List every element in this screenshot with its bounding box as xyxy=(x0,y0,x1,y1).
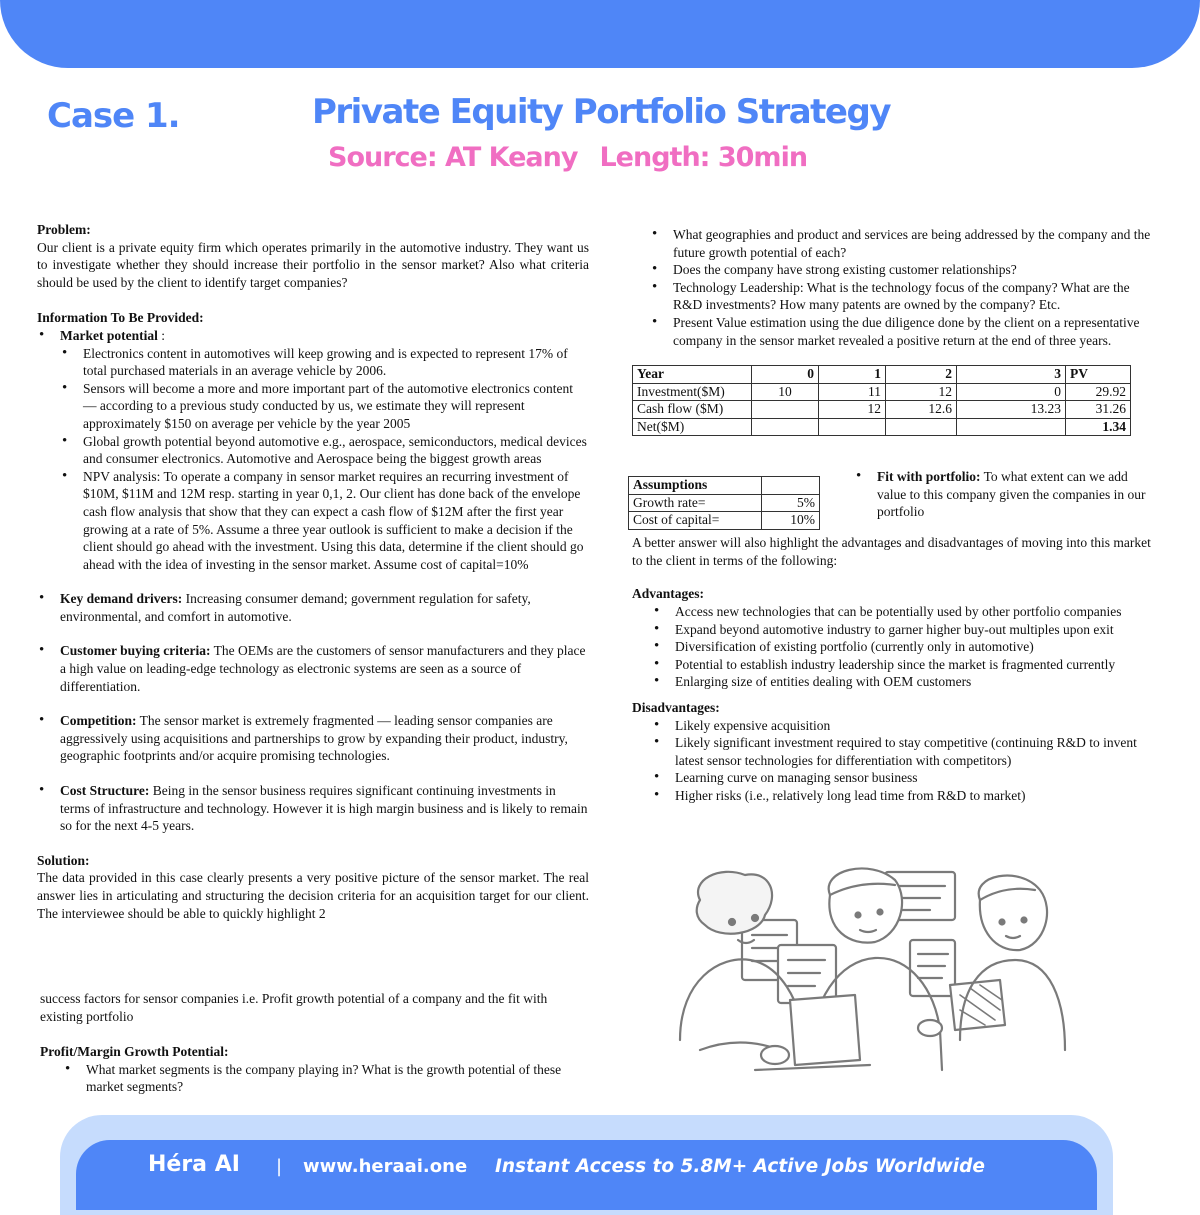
profit-list xyxy=(63,1061,592,1096)
list-item: • Diversification of existing portfolio (currently only in automotive) xyxy=(652,638,1154,656)
market-potential-suffix: : xyxy=(157,327,165,343)
cash-flow-table xyxy=(632,365,1131,436)
left-column xyxy=(37,221,589,922)
list-item: • Sensors will become a more and more important part of the automotive electronics content — according to a previous study conducted by us, we estimate they will represent approximately $150 on average per vehicle by the year 2005 xyxy=(60,380,589,433)
list-item xyxy=(854,468,1154,521)
source-text: Source: AT Keany xyxy=(328,142,578,173)
table-row xyxy=(633,418,1131,436)
table-cell: 29.92 xyxy=(1066,383,1131,401)
solution-text: The data provided in this case clearly presents a very positive picture of the sensor market. The real answer lies in articulating and structuring the decision criteria for an acquisition target for our client. The interviewee should be able to quickly highlight 2 xyxy=(37,870,589,921)
profit-heading: Profit/Margin Growth Potential: xyxy=(40,1044,229,1060)
key-demand-label: Key demand drivers: xyxy=(60,591,183,607)
left-column-continued xyxy=(40,990,592,1096)
advantages-heading: Advantages: xyxy=(632,586,705,602)
right-column xyxy=(632,226,1154,804)
table-cell: 12.6 xyxy=(886,401,957,419)
disadvantages-list xyxy=(652,717,1154,805)
case-label: Case 1. xyxy=(47,96,180,136)
footer-url-link[interactable]: www.heraai.one xyxy=(303,1156,468,1177)
team-working-illustration xyxy=(660,860,1070,1100)
table-cell: 10% xyxy=(762,512,820,530)
problem-text: Our client is a private equity firm which operates primarily in the automotive industry. They want us to investigate whether they should increase their portfolio in the sensor market? Also what criteria should be used by the client to identify target companies? xyxy=(37,239,589,290)
assumptions-table xyxy=(628,476,820,530)
table-cell: Cost of capital= xyxy=(629,512,762,530)
fit-label: Fit with portfolio: xyxy=(877,469,981,485)
table-cell: Net($M) xyxy=(633,418,752,436)
list-item xyxy=(37,590,589,625)
key-demand-text: Increasing consumer demand; government regulation for safety, environmental, and comfort in automotive. xyxy=(60,591,531,624)
table-cell xyxy=(819,418,886,436)
list-item: • Global growth potential beyond automotive e.g., aerospace, semiconductors, medical devices and consumer electronics. Automotive and Aerospace being the biggest growth areas xyxy=(60,433,589,468)
solution-continued-text: success factors for sensor companies i.e. Profit growth potential of a company and the fit with existing portfolio xyxy=(40,991,548,1024)
list-item: • Learning curve on managing sensor business xyxy=(652,769,1154,787)
table-cell xyxy=(886,418,957,436)
table-cell: Investment($M) xyxy=(633,383,752,401)
table-cell: 11 xyxy=(819,383,886,401)
table-row xyxy=(629,512,820,530)
list-item: • Likely expensive acquisition xyxy=(652,717,1154,735)
market-points-list xyxy=(60,345,589,574)
advantages-list xyxy=(652,603,1154,691)
list-item: • Technology Leadership: What is the technology focus of the company? What are the R&D investments? How many patents are owned by the company? Etc. xyxy=(650,279,1154,314)
table-row xyxy=(629,494,820,512)
table-cell: 0 xyxy=(957,383,1066,401)
table-cell: 31.26 xyxy=(1066,401,1131,419)
list-item xyxy=(37,327,589,573)
list-item xyxy=(37,782,589,835)
table-cell: Year xyxy=(633,366,752,384)
table-header-row xyxy=(633,366,1131,384)
table-cell: 13.23 xyxy=(957,401,1066,419)
fit-text: To what extent can we add value to this company given the companies in our portfolio xyxy=(877,469,1146,520)
competition-label: Competition: xyxy=(60,713,137,729)
assumptions-and-fit xyxy=(632,469,1154,536)
table-cell: Cash flow ($M) xyxy=(633,401,752,419)
list-item: • Higher risks (i.e., relatively long lead time from R&D to market) xyxy=(652,787,1154,805)
list-item: • Enlarging size of entities dealing with OEM customers xyxy=(652,673,1154,691)
problem-heading: Problem: xyxy=(37,222,91,237)
table-cell xyxy=(957,418,1066,436)
list-item: • Electronics content in automotives will keep growing and is expected to represent 17% of total purchased materials in an average vehicle by 2006. xyxy=(60,345,589,380)
table-cell: Growth rate= xyxy=(629,494,762,512)
table-cell: 0 xyxy=(752,366,819,384)
top-banner xyxy=(0,0,1200,68)
footer-tagline: Instant Access to 5.8M+ Active Jobs Worldwide xyxy=(495,1156,985,1177)
table-cell: 1 xyxy=(819,366,886,384)
cost-structure-text: Being in the sensor business requires significant continuing investments in terms of infrastructure and technology. However it is high margin business and is likely to remain so for the next 4-5 years. xyxy=(60,783,588,834)
table-cell: 1.34 xyxy=(1066,418,1131,436)
table-row xyxy=(633,401,1131,419)
cost-structure-label: Cost Structure: xyxy=(60,783,150,799)
footer-brand: Héra AI xyxy=(148,1152,240,1177)
table-cell: 12 xyxy=(886,383,957,401)
disadvantages-heading: Disadvantages: xyxy=(632,699,720,715)
customer-criteria-label: Customer buying criteria: xyxy=(60,643,211,659)
list-item: • Expand beyond automotive industry to garner higher buy-out multiples upon exit xyxy=(652,621,1154,639)
table-cell xyxy=(752,401,819,419)
list-item xyxy=(37,712,589,765)
table-cell: 3 xyxy=(957,366,1066,384)
customer-criteria-text: The OEMs are the customers of sensor manufacturers and they place a high value on leading-edge technology as electronic systems are seen as a source of differentiation. xyxy=(60,643,586,694)
source-line xyxy=(328,142,807,173)
table-cell xyxy=(752,418,819,436)
table-cell: 2 xyxy=(886,366,957,384)
list-item xyxy=(37,642,589,695)
table-row xyxy=(633,383,1131,401)
list-item: • Access new technologies that can be potentially used by other portfolio companies xyxy=(652,603,1154,621)
list-item: • What geographies and product and services are being addressed by the company and the future growth potential of each? xyxy=(650,226,1154,261)
list-item: • What market segments is the company playing in? What is the growth potential of these market segments? xyxy=(63,1061,592,1096)
list-item: • Likely significant investment required to stay competitive (continuing R&D to invent latest sensor technologies for differentiation with competitors) xyxy=(652,734,1154,769)
table-header-row xyxy=(629,477,820,495)
table-cell: 12 xyxy=(819,401,886,419)
profit-list-continued xyxy=(650,226,1154,349)
market-potential-label: Market potential xyxy=(60,327,158,343)
length-text: Length: 30min xyxy=(599,142,808,173)
info-list xyxy=(37,327,589,835)
list-item: • Present Value estimation using the due diligence done by the client on a representative company in the sensor market revealed a positive return at the end of three years. xyxy=(650,314,1154,349)
fit-list xyxy=(854,468,1154,521)
list-item: • NPV analysis: To operate a company in sensor market requires an recurring investment of $10M, $11M and 12M resp. starting in year 0,1, 2. Our client has done back of the envelope cash flow analysis that show that they can expect a cash flow of $12M after the first year growing at a rate of 5%. Assume a three year outlook is sufficient to make a decision if the client should go ahead with the investment. Using this data, determine if the client should go ahead with the idea of investing in the sensor market. Assume cost of capital=10% xyxy=(60,468,589,574)
table-cell: 10 xyxy=(752,383,819,401)
footer-separator: | xyxy=(276,1156,283,1177)
solution-heading: Solution: xyxy=(37,852,90,868)
page-title: Private Equity Portfolio Strategy xyxy=(312,92,890,132)
better-answer-text: A better answer will also highlight the advantages and disadvantages of moving into this market to the client in terms of the following: xyxy=(632,535,1151,568)
list-item: • Potential to establish industry leadership since the market is fragmented currently xyxy=(652,656,1154,674)
table-cell: 5% xyxy=(762,494,820,512)
info-heading: Information To Be Provided: xyxy=(37,310,204,326)
table-cell: PV xyxy=(1066,366,1131,384)
table-cell: Assumptions xyxy=(629,477,762,495)
table-cell xyxy=(762,477,820,495)
competition-text: The sensor market is extremely fragmented — leading sensor companies are aggressively using acquisitions and partnerships to grow by expanding their product, industry, geographic footprints and/or acquire promising technologies. xyxy=(60,713,568,764)
list-item: • Does the company have strong existing customer relationships? xyxy=(650,261,1154,279)
